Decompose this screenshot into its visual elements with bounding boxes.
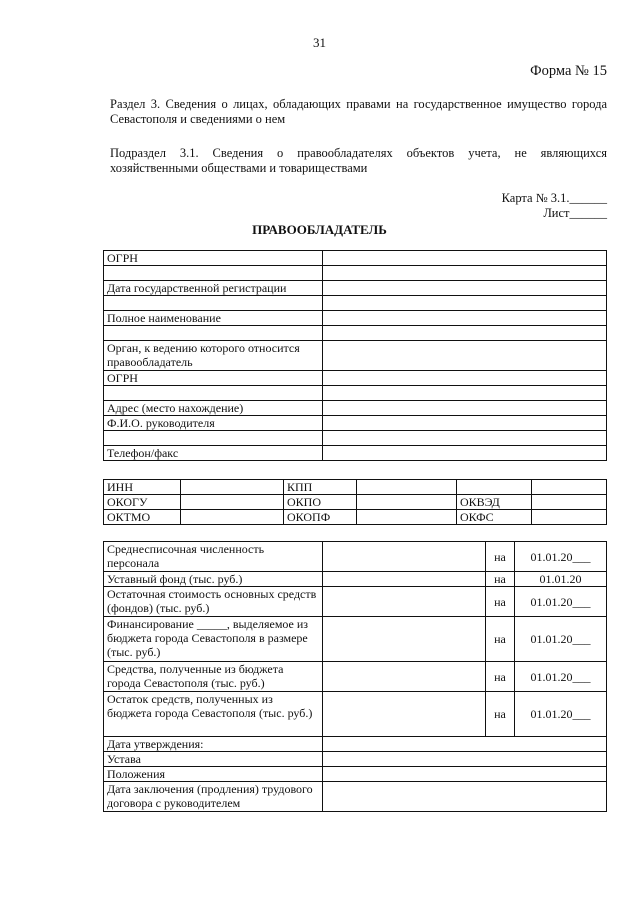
staff-label: Среднесписочная численность персонала — [104, 542, 323, 572]
okopf-label: ОКОПФ — [284, 510, 357, 525]
row-label: Орган, к ведению которого относится правообладатель — [104, 341, 323, 371]
okved-value[interactable] — [532, 495, 607, 510]
page-number: 31 — [313, 35, 326, 50]
section-line-1: Раздел 3. Сведения о лицах, обладающих правами на государственное имущество города — [110, 97, 607, 111]
contract-label: Дата заключения (продления) трудового договора с руководителем — [104, 782, 323, 812]
funding-value[interactable] — [323, 617, 486, 662]
value-cell[interactable] — [323, 326, 607, 341]
okved-label: ОКВЭД — [457, 495, 532, 510]
value-cell[interactable] — [323, 431, 607, 446]
empty-cell — [532, 480, 607, 495]
remainder-value[interactable] — [323, 692, 486, 737]
subsection-line-2: хозяйственными обществами и товариществами — [110, 161, 368, 175]
okfs-value[interactable] — [532, 510, 607, 525]
regulation-label: Положения — [104, 767, 323, 782]
on-label: на — [486, 662, 515, 692]
contract-value[interactable] — [323, 782, 607, 812]
date-cell: 01.01.20___ — [515, 617, 607, 662]
value-cell[interactable] — [323, 281, 607, 296]
codes-table — [103, 479, 607, 525]
row-label — [104, 266, 323, 281]
okopf-value[interactable] — [357, 510, 457, 525]
value-cell[interactable] — [323, 371, 607, 386]
charter-value[interactable] — [323, 752, 607, 767]
form-title: ПРАВООБЛАДАТЕЛЬ — [252, 222, 387, 237]
on-label: на — [486, 587, 515, 617]
oktmo-label: ОКТМО — [104, 510, 181, 525]
card-number: Карта № 3.1.______ — [501, 191, 607, 205]
residual-value[interactable] — [323, 587, 486, 617]
charter-label: Устава — [104, 752, 323, 767]
value-cell[interactable] — [323, 386, 607, 401]
remainder-label: Остаток средств, полученных из бюджета города Севастополя (тыс. руб.) — [104, 692, 323, 737]
row-label — [104, 386, 323, 401]
residual-label: Остаточная стоимость основных средств (фондов) (тыс. руб.) — [104, 587, 323, 617]
row-label — [104, 326, 323, 341]
value-cell[interactable] — [323, 311, 607, 326]
value-cell[interactable] — [323, 446, 607, 461]
on-label: на — [486, 572, 515, 587]
empty-cell — [457, 480, 532, 495]
row-label: Полное наименование — [104, 311, 323, 326]
row-label — [104, 296, 323, 311]
received-value[interactable] — [323, 662, 486, 692]
capital-value[interactable] — [323, 572, 486, 587]
staff-value[interactable] — [323, 542, 486, 572]
subsection-line-1: Подраздел 3.1. Сведения о правообладателях объектов учета, не являющихся — [110, 146, 607, 160]
sheet-number: Лист______ — [543, 206, 607, 220]
kpp-value[interactable] — [357, 480, 457, 495]
row-label: ОГРН — [104, 371, 323, 386]
rights-holder-table — [103, 250, 607, 461]
on-label: на — [486, 617, 515, 662]
date-cell: 01.01.20___ — [515, 587, 607, 617]
financial-table — [103, 541, 607, 812]
value-cell[interactable] — [323, 266, 607, 281]
okogu-value[interactable] — [181, 495, 284, 510]
row-label: Ф.И.О. руководителя — [104, 416, 323, 431]
section-line-2: Севастополя и сведениями о нем — [110, 112, 286, 126]
approval-date-label: Дата утверждения: — [104, 737, 323, 752]
kpp-label: КПП — [284, 480, 357, 495]
on-label: на — [486, 542, 515, 572]
value-cell[interactable] — [323, 341, 607, 371]
row-label: Адрес (место нахождение) — [104, 401, 323, 416]
form-number: Форма № 15 — [530, 63, 607, 79]
okpo-value[interactable] — [357, 495, 457, 510]
okogu-label: ОКОГУ — [104, 495, 181, 510]
date-cell: 01.01.20___ — [515, 542, 607, 572]
value-cell[interactable] — [323, 251, 607, 266]
capital-label: Уставный фонд (тыс. руб.) — [104, 572, 323, 587]
inn-value[interactable] — [181, 480, 284, 495]
row-label: Телефон/факс — [104, 446, 323, 461]
inn-label: ИНН — [104, 480, 181, 495]
received-label: Средства, полученные из бюджета города Севастополя (тыс. руб.) — [104, 662, 323, 692]
okpo-label: ОКПО — [284, 495, 357, 510]
date-cell: 01.01.20 — [515, 572, 607, 587]
approval-date-value[interactable] — [323, 737, 607, 752]
row-label: Дата государственной регистрации — [104, 281, 323, 296]
regulation-value[interactable] — [323, 767, 607, 782]
funding-label: Финансирование _____, выделяемое из бюджета города Севастополя в размере (тыс. руб.) — [104, 617, 323, 662]
value-cell[interactable] — [323, 296, 607, 311]
okfs-label: ОКФС — [457, 510, 532, 525]
on-label: на — [486, 692, 515, 737]
oktmo-value[interactable] — [181, 510, 284, 525]
value-cell[interactable] — [323, 401, 607, 416]
row-label: ОГРН — [104, 251, 323, 266]
date-cell: 01.01.20___ — [515, 692, 607, 737]
row-label — [104, 431, 323, 446]
date-cell: 01.01.20___ — [515, 662, 607, 692]
value-cell[interactable] — [323, 416, 607, 431]
